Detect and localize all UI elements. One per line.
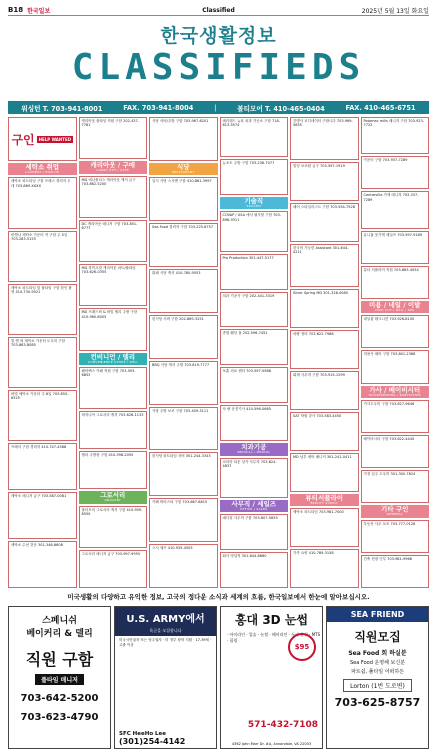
list-item[interactable]: 페어팩스 카페 직원 구함 703-593-6853: [79, 367, 148, 409]
list-item[interactable]: 코리아 타운 상가 사무직 703-624-4837: [220, 458, 289, 498]
ad-body: 미국시민권자 또는 영주권자 · 미 정부 장학 지원 · 17-39세 · 고졸 이상: [119, 638, 212, 647]
list-item[interactable]: 간병사 코디네이터 구합니다 703-969-5655: [290, 117, 359, 160]
list-item[interactable]: 베이비시터 구함 703-622-4445: [361, 435, 430, 468]
page-number: B18: [8, 6, 24, 14]
ad-headline: 홍대 3D 눈썹: [234, 613, 309, 627]
section-header-carryout: 캐리아웃 / 구매 CARRY OUT / CAFE: [79, 161, 148, 173]
list-item[interactable]: 빌딩 보조원 급구 703-597-1919: [290, 162, 359, 201]
list-item[interactable]: 카운터 구함 703-937-7289: [361, 156, 430, 189]
list-item[interactable]: 비엔나 세탁소 카운터 직 구함 주 5일 703-283-5155: [8, 231, 77, 282]
list-item[interactable]: 락빌 세탁소 카운터 주 6일 703-855-6525: [8, 390, 77, 441]
list-item[interactable]: 캐리아웃 풀타임 직원 구함 202-437-7781: [79, 117, 148, 159]
list-item[interactable]: 세탁소 파트타임 703-981-7000: [290, 508, 359, 547]
list-item[interactable]: DC 캐리아웃 매니저 구함 703-851-6777: [79, 220, 148, 262]
help-label: 구인: [11, 132, 35, 147]
newspaper-logo: 한국일보: [27, 7, 51, 15]
list-item[interactable]: Centreville 가게 매니저 703-337-7289: [361, 191, 430, 228]
section-title: Classified: [202, 6, 235, 14]
list-item[interactable]: BBQ 식당 캐셔 주방 703-819-7777: [149, 361, 218, 405]
baltimore-phone: 볼티모어 T. 410-465-0404: [237, 104, 325, 113]
ad-phone: 703-625-8757: [334, 696, 421, 709]
ad-address: 4362 John Marr Dr. #A, Annandale, VA 22003: [231, 742, 312, 746]
section-header-housekeeping: 가사 / 베이비시터 HOUSEKEEPING / BABYSITTER: [361, 386, 430, 398]
list-item[interactable]: 버지니아 그로서리 캐셔 703-626-1133: [79, 411, 148, 449]
ad-phone: 703-642-5200: [20, 693, 99, 704]
list-item[interactable]: 식당 주방 보조 구함 703-409-3111: [149, 407, 218, 451]
dc-fax: FAX. 703-941-8004: [123, 103, 194, 112]
issue-date: 2025년 5월 13일 화요일: [361, 7, 429, 15]
column-6: [361, 117, 430, 588]
list-item[interactable]: SAT 학원 강사 703-583-4450: [290, 412, 359, 451]
list-item[interactable]: 세탁소 수선 전문 301-346-6608: [8, 541, 77, 588]
korean-title: 한국생활정보: [160, 25, 277, 47]
section-header-laundry: 세탁소 취업 LAUNDRY / PICK-UP: [8, 163, 77, 175]
list-item[interactable]: MD 애나폴리스 캐리아웃 캐셔 급구 703-862-5200: [79, 176, 148, 218]
eyebrow-ad[interactable]: [220, 606, 323, 749]
list-item[interactable]: 차량 정비 703-622-7988: [290, 330, 359, 369]
list-item[interactable]: 한국어 가능한 Assistant 301-644-4211: [290, 244, 359, 287]
list-item[interactable]: MD 하이츠빌 캐리아웃 파트/풀타임 703-626-0355: [79, 264, 148, 306]
section-header-office: 사무직 / 세일즈 OFFICE / SALES: [220, 500, 289, 512]
recruiter-name: SFC HeeHo Lee: [119, 731, 166, 737]
ad-headline: 스페니쉬: [42, 616, 77, 626]
section-header-nail: 미용 / 네일 / 이발 HAIR CUT / NAIL / SPA: [361, 301, 430, 313]
list-item[interactable]: 한식당 파트타임 서버 301-244-3343: [149, 452, 218, 496]
ad-tag: 풀타임 매니저: [35, 674, 84, 685]
english-title: CLASSIFIEDS: [71, 47, 366, 88]
list-item[interactable]: 뉴포트 주방 구함 703-236-7077: [220, 159, 289, 195]
list-item[interactable]: 미용사 헤어 구함 703-801-2388: [361, 350, 430, 383]
list-item[interactable]: 델리 주방장 구함 410-598-2055: [79, 451, 148, 489]
column-2: [79, 117, 148, 588]
list-item[interactable]: 건축 현장 인부 703-981-9966: [361, 555, 430, 588]
section-header-convenience: 컨비니언 / 델리 CONVENIENCE STORE / DELI: [79, 353, 148, 365]
divider: |: [214, 103, 217, 112]
dc-phone: 워싱턴 T. 703-941-8001: [21, 104, 103, 113]
list-item[interactable]: 가사도우미 구함 703-627-9646: [361, 400, 430, 433]
ad-subheadline: 베이커리 & 델리: [26, 629, 93, 639]
ad-body: 파트쉽, 풀타임 어떠하든: [350, 669, 405, 675]
list-item[interactable]: 치과 기공사 구함 202-441-3319: [220, 292, 289, 328]
list-item[interactable]: 카페 바리스타 구함 703-667-8815: [149, 498, 218, 542]
ad-title: 직원모집: [354, 630, 401, 644]
list-item[interactable]: 세탁소 매니저 급구 703-587-0081: [8, 492, 77, 539]
list-item[interactable]: 가정 입주 도우미 301-300-7824: [361, 470, 430, 503]
list-item[interactable]: 볼티모어 그로서리 캐셔 구함 410-959-8550: [79, 506, 148, 548]
seafood-ad[interactable]: [326, 606, 429, 749]
list-item[interactable]: 메디컬 사무직 구함 703-607-5855: [220, 514, 289, 550]
section-header-etc: 기타 구인 GENERAL: [361, 505, 430, 517]
list-item[interactable]: 그로서리 매니저 급구 703-997-9955: [79, 550, 148, 588]
list-item[interactable]: 프레서 구함 경력자 410-747-4588: [8, 443, 77, 490]
ad-phone: 571-432-7108: [247, 720, 318, 730]
section-header-skills: 기술직 SKILLED: [220, 197, 289, 209]
help-en-label: HELP WANTED: [38, 136, 72, 142]
help-wanted-badge: [8, 117, 77, 161]
ad-phone: (301)254-4142: [119, 737, 186, 746]
list-item[interactable]: 뷰티 서플라이 직원 703-863-4554: [361, 266, 430, 299]
list-item[interactable]: 부동산 사무 보조 703-777-0128: [361, 520, 430, 553]
bakery-ad[interactable]: [8, 606, 111, 749]
list-item[interactable]: 식당 서버/주방 구함 703-967-6201: [149, 117, 218, 161]
section-header-medical: 치과기공 MEDICAL / DENTAL: [220, 443, 289, 455]
column-1: [8, 117, 77, 588]
ad-phone: 703-623-4790: [20, 712, 99, 723]
list-item[interactable]: 회사 영업직 301-644-8660: [220, 552, 289, 588]
section-header-food: 식당 RESTAURANT: [149, 163, 218, 175]
list-item[interactable]: 세탁소 파트타임 구함 프레스 경력자 우대 703-869-XXXX: [8, 177, 77, 228]
column-4: [220, 117, 289, 588]
ad-subheadline: 육군을 모집합니다: [115, 628, 216, 636]
list-item[interactable]: Pro Production 301-447-5177: [220, 254, 289, 290]
list-item[interactable]: 종합 웨딩 숍 202-596-7451: [220, 329, 289, 365]
army-ad[interactable]: [114, 606, 217, 749]
ad-headline: U.S. ARMY에서: [115, 607, 216, 628]
list-item[interactable]: 네일샵 테크니션 703-926-8100: [361, 315, 430, 348]
section-header-beauty: 뷰티서플라이 BEAUTY SUPPLY: [290, 494, 359, 506]
ad-title: 직원 구함: [25, 650, 94, 669]
list-item[interactable]: 스시 셰프 410-935-4505: [149, 544, 218, 588]
list-item[interactable]: 헤어 스타일리스트 구함 703-554-7528: [290, 203, 359, 242]
section-header-grocery: 그로서리 GROCERY: [79, 491, 148, 503]
list-item[interactable]: 보훈 의료 센터 703-597-0988: [220, 367, 289, 403]
service-list: · 아이라인 · 입술 · 눈썹 · 헤어라인 · 두피 문신 · MTS · 필링: [227, 632, 321, 643]
ad-contact: [119, 731, 212, 746]
list-item[interactable]: 회계 사무직 구함 703-915-1299: [290, 371, 359, 410]
ad-location: Lorton (1번 도로변): [343, 679, 412, 692]
list-item[interactable]: Sea Food 경력자 구함 703-225-8757: [149, 223, 218, 267]
list-item[interactable]: COVAP / USA 에서 필사를 구함 703-896-9311: [220, 211, 289, 251]
list-item[interactable]: Potomac mills 매니저 구함 703-923-7722: [361, 117, 430, 154]
list-item[interactable]: 빌 엔 락 세탁소 카운터 도우미 구함 703-863-8085: [8, 337, 77, 388]
page-header: [8, 5, 429, 16]
promo-banner: 미국생활의 다양하고 유익한 정보, 고국의 정다운 소식과 세계의 흐름, 한국일보에서 한눈에 알아보십시오.: [67, 593, 370, 601]
list-item[interactable]: 한식당 서버 구함 202-869-3251: [149, 315, 218, 359]
list-item[interactable]: Silver Spring MD 301-326-0080: [290, 289, 359, 328]
classified-grid: [8, 117, 429, 588]
column-5: [290, 117, 359, 588]
list-item[interactable]: 일식 식당 스시맨 구함 410-861-3997: [149, 177, 218, 221]
ad-subheadline: Sea Food 회 하실분: [348, 650, 407, 657]
list-item[interactable]: 차 량 운전기사 410-596-0665: [220, 405, 289, 441]
list-item[interactable]: 세탁소 파트타임 및 풀타임 구함 한인 환영 410-730-9021: [8, 284, 77, 335]
ad-body: Sea Food 운영해 보신분: [349, 660, 406, 666]
list-item[interactable]: 뷔페 식당 캐셔 410-780-9553: [149, 269, 218, 313]
column-3: [149, 117, 218, 588]
baltimore-fax: FAX. 410-465-6751: [345, 103, 416, 112]
price-badge: $95: [288, 633, 316, 661]
list-item[interactable]: 메리랜드 뉴욕 치과 기공소 구함 718-813-5574: [220, 117, 289, 157]
ad-headline: SEA FRIEND: [327, 607, 428, 622]
list-item[interactable]: 유니폼 옷가게 세일즈 703-597-9169: [361, 231, 430, 264]
display-ads: [8, 606, 429, 749]
list-item[interactable]: MD 남부 세탁 매니저 301-241-0411: [290, 453, 359, 492]
list-item[interactable]: MD 프레드릭 & 락빌 델리 주방 구함 410-960-8005: [79, 308, 148, 350]
list-item[interactable]: 가족 요양 410-789-3158: [290, 549, 359, 588]
contact-bar: [8, 101, 429, 114]
